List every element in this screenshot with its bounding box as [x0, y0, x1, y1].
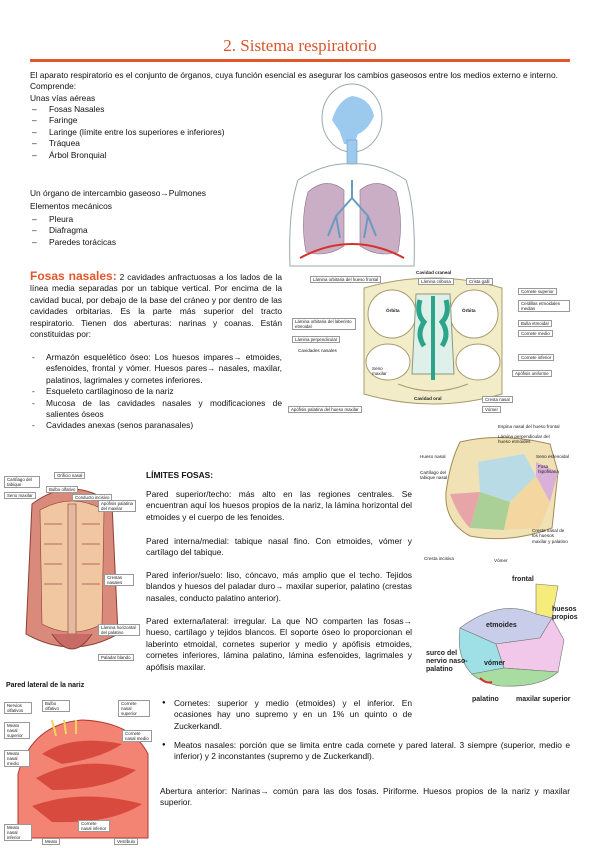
figure-label: Celdillas etmoidales medias [518, 300, 570, 312]
figure-label: Lámina horizontal del palatino [98, 624, 140, 636]
septum-bones-figure [420, 570, 580, 710]
figure-label: Meato nasal medio [4, 750, 30, 767]
list-item: - Mucosa de las cavidades nasales y modificaciones de salientes óseos [30, 398, 282, 421]
figure-label: huesos propios [552, 606, 578, 621]
figure-label: Apófisis palatina del hueso maxilar [288, 406, 362, 413]
figure-label: Cartílago del tabique [4, 476, 40, 488]
figure-label: Hueso nasal [420, 454, 446, 459]
figure-label: Lámina orbitaria del hueso frontal [310, 276, 381, 283]
list-item: – Paredes torácicas [30, 237, 230, 248]
figure-label: Crista galli [466, 278, 493, 285]
mecanicos-label: Elementos mecánicos [30, 201, 112, 211]
list-item: ● Meatos nasales: porción que se limita entre cada cornete y pared lateral. 3 siempre (superior, medio e inferior) y 2 inconstantes (supremo y de Zuckerkandl). [160, 740, 570, 763]
figure-label: Nervios olfativos [4, 702, 32, 714]
figure-label: Lámina cribosa [418, 278, 454, 285]
figure-label: Espina nasal del hueso frontal [498, 424, 560, 429]
figure-label: maxilar superior [516, 696, 571, 703]
coronal-section-figure [288, 268, 570, 420]
figure-label: Seno maxilar [4, 492, 36, 499]
figure-label: Vestíbulo [114, 838, 138, 845]
intro-paragraph: El aparato respiratorio es el conjunto de órganos, cuya función esencial es asegurar los cambios gaseosos entre los medios externo e interno. Comprende: [30, 70, 558, 92]
figure-label: Meato nasal inferior [4, 824, 32, 841]
figure-label: Cornete inferior [518, 354, 554, 361]
figure-label: Cavidad oral [414, 396, 442, 401]
sagittal-septum-figure [420, 424, 570, 566]
figure-label: Seno esfenoidal [536, 454, 569, 459]
organo-line: Un órgano de intercambio gaseoso→Pulmones [30, 188, 206, 198]
pared-lateral-figure [2, 470, 138, 696]
figure-label: surco del nervio naso-palatino [426, 650, 468, 673]
figure-label: Lámina perpendicular del hueso etmoides [498, 434, 550, 445]
list-item: – Tráquea [30, 138, 280, 149]
figure-label: Cornete nasal inferior [78, 820, 110, 832]
mecanicos-list [30, 214, 230, 248]
limites-interna: Pared interna/medial: tabique nasal fino. Con etmoides, vómer y cartílago del tabique. [146, 536, 412, 558]
figure-label: Cresta nasal [482, 396, 513, 403]
figure-label: Cornete medio [518, 330, 553, 337]
figure-label: Cornete nasal superior [118, 700, 150, 717]
figure-label: Cornete nasal medio [122, 730, 152, 742]
fosas-list [30, 352, 282, 432]
list-item: – Diafragma [30, 225, 230, 236]
figure-label: Fosa hipofisaria [538, 464, 559, 475]
meatos-list [160, 740, 570, 763]
list-item: – Faringe [30, 115, 280, 126]
coronal-skull-drawing [358, 274, 508, 414]
figure-label: Seno maxilar [372, 366, 387, 377]
figure-label: Conducto incisivo [72, 494, 112, 501]
list-item: ● Cornetes: superior y medio (etmoides) y el inferior. En ocasiones hay uno supremo y en un 1% un quinto o de Zuckerkandl. [160, 698, 412, 732]
list-item: – Laringe (límite entre los superiores e inferiores) [30, 127, 280, 138]
figure-label: Bulbo olfativo [46, 486, 78, 493]
figure-label: Apófisis uniforme [512, 370, 552, 377]
figure-label: Bulla etmoidal [518, 320, 552, 327]
figure-label: Meato [42, 838, 60, 845]
list-item: - Esqueleto cartilaginoso de la nariz [30, 386, 282, 397]
limites-externa: Pared externa/lateral: irregular. La que NO comparten las fosas→ hueso, cartílago y tejidos blancos. El soporte óseo lo proporcionan el laberinto etmoidal, cornetes superior y medio y apófisis etmoides, cornetes inferiores, lámina palatino, lámina esfenoides, lagrimales y apófisis maxilar. [146, 616, 412, 672]
respiratory-torso-figure [278, 80, 426, 270]
limites-heading: LÍMITES FOSAS: [146, 470, 213, 480]
septum-bones-drawing [440, 578, 580, 702]
figure-label: Lámina perpendicular [292, 336, 340, 343]
figure-label: Meato nasal superior [4, 722, 30, 739]
list-item: – Fosas Nasales [30, 104, 280, 115]
page-title: 2. Sistema respiratorio [223, 36, 377, 55]
fosas-heading: Fosas nasales: [30, 269, 117, 283]
cornetes-list [160, 698, 412, 732]
fosas-paragraph [30, 271, 282, 340]
figure-label: Órbita [386, 308, 400, 313]
limites-inferior: Pared inferior/suelo: liso, cóncavo, más amplio que el techo. Tejidos blandos y huesos del paladar duro→ maxilar superior, palatino (crestas nasales, conducto palatino anterior). [146, 570, 412, 603]
figure-label: Cavidades nasales [298, 348, 337, 353]
figure-label: palatino [472, 696, 499, 703]
list-item: - Armazón esquelético óseo: Los huesos impares→ etmoides, esfenoides, frontal y vómer. Huesos pares→ nasales, maxilar, palatinos, lagrimales y cornetes inferiores. [30, 352, 282, 386]
figure-label: Bulbo olfativo [42, 700, 70, 712]
title-underline [30, 59, 570, 62]
meatos-figure [2, 700, 152, 848]
figure-label: Paladar blando [98, 654, 134, 661]
abertura-paragraph: Abertura anterior: Narinas→ común para las dos fosas. Piriforme. Huesos propios de la nariz y maxilar superior. [160, 786, 570, 808]
figure-label: etmoides [486, 622, 517, 629]
figure-label: Cresta incisiva [424, 556, 454, 561]
figure-label: vómer [484, 660, 506, 667]
figure-label: Cresta nasal de los huesos maxilar y palatino [532, 528, 568, 544]
figure-label: Cavidad craneal [416, 270, 452, 275]
list-item: – Árbol Bronquial [30, 150, 280, 161]
figure-label: Cartílago del tabique nasal [420, 470, 448, 481]
figure-label: Apófisis palatina del maxilar [98, 500, 136, 512]
figure-caption: Pared lateral de la nariz [6, 682, 85, 689]
list-item: - Cavidades anexas (senos paranasales) [30, 420, 282, 431]
vias-list [30, 104, 280, 161]
figure-label: Órbita [462, 308, 476, 313]
figure-label: Cornete superior [518, 288, 557, 295]
figure-label: Orificio nasal [54, 472, 85, 479]
list-item: – Pleura [30, 214, 230, 225]
vias-label: Unas vías aéreas [30, 93, 96, 103]
figure-label: Vómer [482, 406, 501, 413]
figure-label: frontal [512, 576, 534, 583]
figure-label: Vómer [494, 558, 508, 563]
figure-label: Lámina orbitaria del laberinto etmoidal [292, 318, 356, 330]
figure-label: Crestas nasales [104, 574, 134, 586]
limites-superior: Pared superior/techo: más alto en las regiones centrales. Se encuentran aquí los huesos propios de la nariz, la lámina horizontal del etmoides y el cuerpo de les fenoides. [146, 489, 412, 522]
fosas-text: 2 cavidades anfractuosas a los lados de la línea media separadas por un tabique vertical. Por encima de la cavidad bucal, por debajo de la base del cráneo y por dentro de las cavidades orbitarias. Es la parte más superior del tracto respiratorio. Tienen dos aberturas: narinas y coanas. Están constituidas por: [30, 272, 282, 340]
